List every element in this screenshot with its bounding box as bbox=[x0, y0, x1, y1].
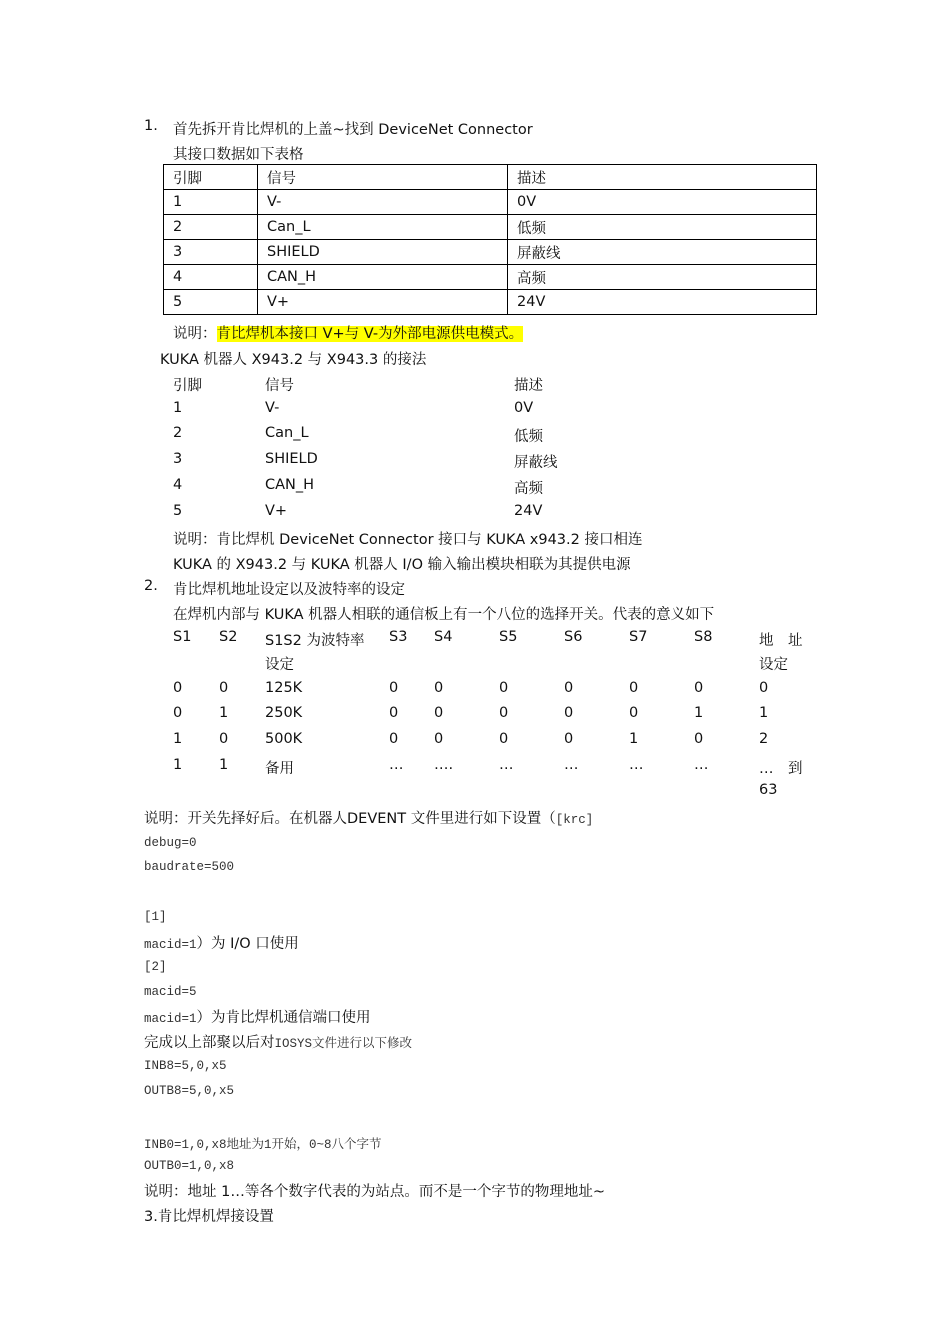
table-cell: V- bbox=[258, 190, 508, 215]
kuka-cell: SHIELD bbox=[265, 451, 318, 467]
table-cell: CAN_H bbox=[258, 265, 508, 290]
kuka-header-cell: 引脚 bbox=[173, 378, 202, 394]
table-cell: Can_L bbox=[258, 215, 508, 240]
kuka-cell: 屏蔽线 bbox=[514, 455, 558, 471]
table-cell: 高频 bbox=[508, 265, 817, 290]
switch-header: S7 bbox=[629, 629, 648, 645]
section2-heading: 肯比焊机地址设定以及波特率的设定 bbox=[173, 582, 405, 598]
switch-cell: 1 bbox=[173, 757, 183, 773]
kuka-cell: Can_L bbox=[265, 425, 309, 441]
kuka-header-cell: 信号 bbox=[265, 378, 294, 394]
switch-cell: … bbox=[694, 757, 709, 773]
switch-cell: 0 bbox=[389, 680, 399, 696]
macid-1-line bbox=[144, 932, 299, 953]
switch-header: S4 bbox=[434, 629, 453, 645]
devicenet-pin-table bbox=[163, 164, 817, 315]
switch-cell: 0 bbox=[629, 705, 639, 721]
macid-1b-desc: ）为肯比焊机通信端口使用 bbox=[196, 1010, 371, 1026]
switch-header: 地 址 bbox=[759, 633, 803, 649]
switch-cell: 1 bbox=[759, 705, 769, 721]
switch-cell: … bbox=[499, 757, 514, 773]
highlighted-note: 肯比焊机本接口 V+与 V-为外部电源供电模式。 bbox=[216, 326, 524, 342]
switch-header: S5 bbox=[499, 629, 518, 645]
switch-cell: 0 bbox=[219, 731, 229, 747]
switch-cell: 0 bbox=[629, 680, 639, 696]
switch-cell: 0 bbox=[173, 680, 183, 696]
switch-cell: 0 bbox=[694, 731, 704, 747]
switch-cell: 0 bbox=[694, 680, 704, 696]
switch-cell: … bbox=[564, 757, 579, 773]
switch-cell: … bbox=[389, 757, 404, 773]
code-debug: debug=0 bbox=[144, 836, 197, 850]
table-cell: 1 bbox=[164, 190, 258, 215]
iosys-file: IOSYS文件进行以下修改 bbox=[274, 1037, 413, 1051]
table-cell: 屏蔽线 bbox=[508, 240, 817, 265]
switch-header-line2: 设定 bbox=[759, 657, 788, 673]
code-outb8: OUTB8=5,0,x5 bbox=[144, 1084, 235, 1098]
code-tag-1: [1] bbox=[144, 910, 167, 924]
code-macid-1: macid=1 bbox=[144, 938, 197, 952]
switch-cell: …. bbox=[434, 757, 454, 773]
kuka-cell: CAN_H bbox=[265, 477, 315, 493]
table-row bbox=[164, 215, 817, 240]
switch-header-line2: 设定 bbox=[265, 657, 294, 673]
kuka-cell: V+ bbox=[265, 503, 288, 519]
code-baudrate: baudrate=500 bbox=[144, 860, 235, 874]
code-macid-1b: macid=1 bbox=[144, 1012, 197, 1026]
switch-cell: 1 bbox=[694, 705, 704, 721]
table-row bbox=[164, 240, 817, 265]
switch-cell: 0 bbox=[389, 731, 399, 747]
switch-cell: 250K bbox=[265, 705, 303, 721]
switch-cell: 0 bbox=[499, 731, 509, 747]
note-2-line1: 说明：肯比焊机 DeviceNet Connector 接口与 KUKA x943.2 接口相连 bbox=[173, 532, 643, 548]
table-cell: 0V bbox=[508, 190, 817, 215]
kuka-header-cell: 描述 bbox=[514, 378, 543, 394]
switch-cell: 1 bbox=[629, 731, 639, 747]
section1-heading: 首先拆开肯比焊机的上盖~找到 DeviceNet Connector bbox=[173, 122, 533, 138]
note-2-line2: KUKA 的 X943.2 与 KUKA 机器人 I/O 输入输出模块相联为其提供电源 bbox=[173, 557, 631, 573]
kuka-heading: KUKA 机器人 X943.2 与 X943.3 的接法 bbox=[160, 352, 427, 368]
switch-cell: … 到 bbox=[759, 761, 803, 777]
code-inb8: INB8=5,0,x5 bbox=[144, 1059, 227, 1073]
macid-1-desc: ）为 I/O 口使用 bbox=[196, 936, 299, 952]
switch-cell: 1 bbox=[219, 705, 229, 721]
table-header-row bbox=[164, 165, 817, 190]
config-note-text: 说明：开关先择好后。在机器人DEVENT 文件里进行如下设置（ bbox=[144, 811, 556, 827]
section3-heading: 3.肯比焊机焊接设置 bbox=[144, 1209, 274, 1225]
code-inb0: INB0=1,0,x8地址为1开始，0~8八个字节 bbox=[144, 1138, 382, 1152]
code-outb0: OUTB0=1,0,x8 bbox=[144, 1159, 235, 1173]
switch-cell: 1 bbox=[173, 731, 183, 747]
table-cell: 2 bbox=[164, 215, 258, 240]
section2-number: 2. bbox=[144, 578, 158, 594]
final-note: 说明：地址 1…等各个数字代表的为站点。而不是一个字节的物理地址~ bbox=[144, 1184, 605, 1200]
kuka-cell: 24V bbox=[514, 503, 543, 519]
note-prefix: 说明： bbox=[173, 326, 217, 342]
kuka-cell: 4 bbox=[173, 477, 183, 493]
iosys-line bbox=[144, 1031, 412, 1052]
switch-cell: 0 bbox=[564, 705, 574, 721]
config-note bbox=[144, 807, 593, 828]
switch-cell: 1 bbox=[219, 757, 229, 773]
switch-header: S8 bbox=[694, 629, 713, 645]
switch-cell: 0 bbox=[434, 731, 444, 747]
table-cell: 5 bbox=[164, 290, 258, 315]
header-cell: 信号 bbox=[258, 165, 508, 190]
switch-cell: 0 bbox=[564, 680, 574, 696]
krc-tag: [krc] bbox=[555, 813, 594, 827]
switch-cell: 2 bbox=[759, 731, 769, 747]
switch-cell: 0 bbox=[219, 680, 229, 696]
table-row bbox=[164, 265, 817, 290]
kuka-cell: 5 bbox=[173, 503, 183, 519]
table-cell: 24V bbox=[508, 290, 817, 315]
table-row bbox=[164, 290, 817, 315]
switch-cell: 0 bbox=[173, 705, 183, 721]
switch-header: S3 bbox=[389, 629, 408, 645]
kuka-cell: 1 bbox=[173, 400, 183, 416]
switch-cell: 0 bbox=[434, 680, 444, 696]
kuka-cell: 0V bbox=[514, 400, 534, 416]
code-tag-2: [2] bbox=[144, 960, 167, 974]
macid-1b-line bbox=[144, 1006, 371, 1027]
switch-cell: 0 bbox=[389, 705, 399, 721]
table-cell: 3 bbox=[164, 240, 258, 265]
switch-cell: 备用 bbox=[265, 761, 294, 777]
table-cell: 低频 bbox=[508, 215, 817, 240]
section1-subheading: 其接口数据如下表格 bbox=[173, 147, 304, 163]
kuka-cell: 低频 bbox=[514, 429, 543, 445]
kuka-cell: 高频 bbox=[514, 481, 543, 497]
switch-cell: 0 bbox=[564, 731, 574, 747]
section1-number: 1. bbox=[144, 118, 158, 134]
switch-cell: 63 bbox=[759, 782, 778, 798]
switch-cell: 0 bbox=[759, 680, 769, 696]
table-row bbox=[164, 190, 817, 215]
switch-cell: 500K bbox=[265, 731, 303, 747]
section2-intro: 在焊机内部与 KUKA 机器人相联的通信板上有一个八位的选择开关。代表的意义如下 bbox=[173, 607, 715, 623]
switch-cell: 125K bbox=[265, 680, 303, 696]
header-cell: 引脚 bbox=[164, 165, 258, 190]
kuka-cell: V- bbox=[265, 400, 280, 416]
switch-cell: 0 bbox=[499, 705, 509, 721]
header-cell: 描述 bbox=[508, 165, 817, 190]
iosys-text: 完成以上部聚以后对 bbox=[144, 1035, 275, 1051]
table-cell: 4 bbox=[164, 265, 258, 290]
table-cell: V+ bbox=[258, 290, 508, 315]
code-macid-5: macid=5 bbox=[144, 985, 197, 999]
switch-cell: 0 bbox=[499, 680, 509, 696]
kuka-cell: 2 bbox=[173, 425, 183, 441]
note-1 bbox=[173, 322, 523, 343]
switch-header: S6 bbox=[564, 629, 583, 645]
switch-cell: … bbox=[629, 757, 644, 773]
kuka-cell: 3 bbox=[173, 451, 183, 467]
switch-header: S1S2 为波特率 bbox=[265, 633, 365, 649]
table-cell: SHIELD bbox=[258, 240, 508, 265]
switch-header: S1 bbox=[173, 629, 192, 645]
switch-header: S2 bbox=[219, 629, 238, 645]
switch-cell: 0 bbox=[434, 705, 444, 721]
